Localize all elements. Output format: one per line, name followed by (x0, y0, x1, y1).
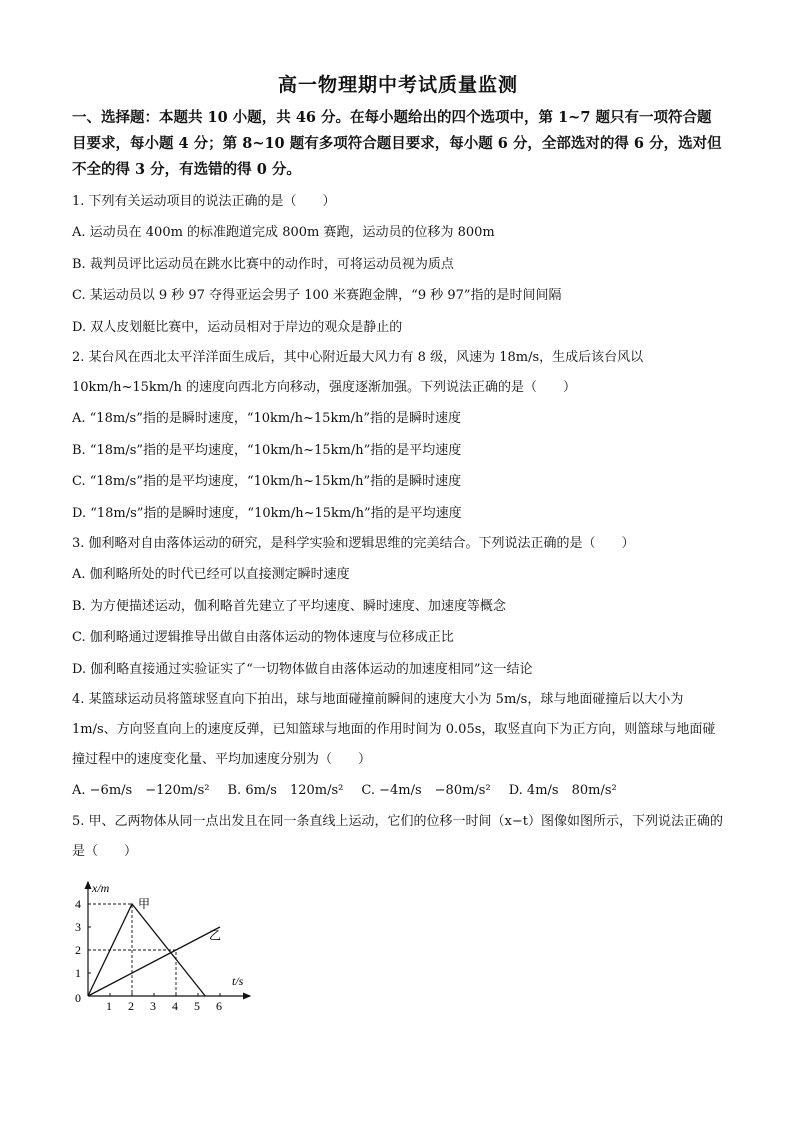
question-3-stem: 3. 伽利略对自由落体运动的研究，是科学实验和逻辑思维的完美结合。下列说法正确的是（ ） (72, 536, 635, 551)
exam-page (72, 70, 724, 867)
question-3-option-d: D. 伽利略直接通过实验证实了“一切物体做自由落体运动的加速度相同”这一结论 (72, 661, 533, 677)
question-5 (72, 807, 724, 867)
question-4-option-c: C. −4m/s −80m/s² (361, 783, 491, 798)
series-yi-line (88, 927, 220, 996)
question-3 (72, 529, 724, 685)
x-tick-label: 5 (194, 999, 200, 1013)
question-2-option-c: C. “18m/s”指的是平均速度，“10km/h~15km/h”指的是瞬时速度 (72, 474, 462, 489)
y-tick-label: 2 (75, 943, 81, 957)
question-1-option-b: B. 裁判员评比运动员在跳水比赛中的动作时，可将运动员视为质点 (72, 256, 454, 272)
series-label-yi: 乙 (209, 928, 222, 943)
y-tick-label: 3 (75, 920, 81, 934)
question-2-stem: 2. 某台风在西北太平洋洋面生成后，其中心附近最大风力有 8 级，风速为 18m/s，生成后该台风以 10km/h~15km/h 的速度向西北方向移动，强度逐渐加强。下列说法正确的是（ ） (72, 350, 644, 395)
question-4-option-b: B. 6m/s 120m/s² (227, 783, 344, 798)
y-axis-label: x/m (92, 881, 110, 895)
xt-graph-svg (72, 878, 262, 1018)
guide-lines (88, 904, 176, 996)
x-tick-label: 6 (216, 999, 222, 1013)
x-tick-label: 3 (150, 999, 156, 1013)
question-2-option-b: B. “18m/s”指的是平均速度，“10km/h~15km/h”指的是平均速度 (72, 442, 462, 458)
page-title: 高一物理期中考试质量监测 (277, 74, 518, 96)
question-1-stem: 1. 下列有关运动项目的说法正确的是（ ） (72, 194, 336, 209)
origin-label: 0 (75, 991, 81, 1005)
x-tick-label: 4 (172, 999, 178, 1013)
section-instructions: 一、选择题：本题共 10 小题，共 46 分。在每小题给出的四个选项中，第 1~7 题只有一项符合题目要求，每小题 4 分；第 8~10 题有多项符合题目要求，每小题 6 分，全部选对的得 6 分，选对但不全的得 3 分，有选错的得 0 分。 (72, 109, 722, 178)
question-3-option-b: B. 为方便描述运动，伽利略首先建立了平均速度、瞬时速度、加速度等概念 (72, 598, 506, 614)
question-1-option-d: D. 双人皮划艇比赛中，运动员相对于岸边的观众是静止的 (72, 319, 403, 335)
question-2-option-d: D. “18m/s”指的是瞬时速度，“10km/h~15km/h”指的是平均速度 (72, 505, 462, 521)
question-2 (72, 343, 724, 529)
x-tick-label: 1 (106, 999, 112, 1013)
question-4 (72, 685, 724, 807)
question-1-option-c: C. 某运动员以 9 秒 97 夺得亚运会男子 100 米赛跑金牌，“9 秒 97”指的是时间间隔 (72, 288, 562, 303)
question-4-option-a: A. −6m/s −120m/s² (72, 783, 210, 798)
series-label-jia: 甲 (138, 897, 151, 911)
question-4-options (72, 775, 724, 807)
question-3-option-c: C. 伽利略通过逻辑推导出做自由落体运动的物体速度与位移成正比 (72, 630, 454, 645)
xt-graph (72, 878, 262, 1018)
question-5-stem: 5. 甲、乙两物体从同一点出发且在同一条直线上运动，它们的位移一时间（x−t）图像如图所示，下列说法正确的是（ ） (72, 814, 723, 859)
y-tick-label: 4 (75, 897, 81, 911)
question-4-option-d: D. 4m/s 80m/s² (508, 783, 617, 798)
question-1 (72, 187, 724, 343)
question-1-option-a: A. 运动员在 400m 的标准跑道完成 800m 赛跑，运动员的位移为 800m (72, 225, 495, 240)
question-3-option-a: A. 伽利略所处的时代已经可以直接测定瞬时速度 (72, 567, 350, 582)
question-4-stem: 4. 某篮球运动员将篮球竖直向下拍出，球与地面碰撞前瞬间的速度大小为 5m/s，球与地面碰撞后以大小为 1m/s、方向竖直向上的速度反弹，已知篮球与地面的作用时间为 0.05s，取竖直向下为正方向，则篮球与地面碰撞过程中的速度变化量、平均加速度分别为（ ） (72, 692, 716, 767)
y-tick-label: 1 (75, 966, 81, 980)
question-2-option-a: A. “18m/s”指的是瞬时速度，“10km/h~15km/h”指的是瞬时速度 (72, 411, 462, 426)
x-tick-label: 2 (128, 999, 134, 1013)
x-axis-label: t/s (232, 974, 244, 988)
